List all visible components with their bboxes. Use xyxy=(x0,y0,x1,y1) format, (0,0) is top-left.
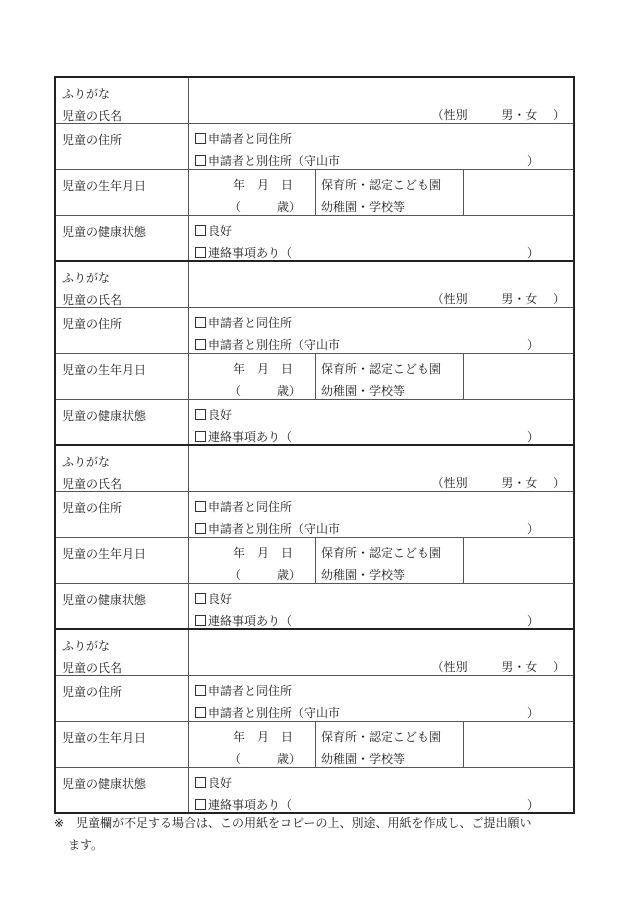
address-close-paren: ） xyxy=(526,338,539,352)
health-close-paren: ） xyxy=(526,614,539,628)
gender-close: ） xyxy=(552,292,565,306)
name-input-cell[interactable] xyxy=(189,262,573,307)
school-label-line2: 幼稚園・学校等 xyxy=(321,568,406,582)
age-open: （ xyxy=(229,568,242,582)
address-close-paren: ） xyxy=(526,522,539,536)
month-label: 月 xyxy=(257,178,270,192)
address-diff-option[interactable] xyxy=(195,334,340,356)
address-close-paren: ） xyxy=(526,154,539,168)
health-close-paren: ） xyxy=(526,798,539,812)
name-input-cell[interactable] xyxy=(189,78,573,123)
health-note-option[interactable] xyxy=(195,242,292,264)
health-note-label: 連絡事項あり（ xyxy=(208,430,293,444)
health-good-option[interactable] xyxy=(195,588,232,610)
child-name-label: 児童の氏名 xyxy=(62,109,123,123)
health-good-option[interactable] xyxy=(195,772,232,794)
health-note-label: 連絡事項あり（ xyxy=(208,798,293,812)
gender-open-label: （性別 xyxy=(431,292,468,306)
birthdate-field[interactable] xyxy=(189,722,316,767)
checkbox-icon[interactable] xyxy=(195,339,206,350)
address-close-paren: ） xyxy=(526,706,539,720)
health-row xyxy=(56,583,573,628)
address-cell xyxy=(189,676,573,721)
gender-field xyxy=(432,288,565,310)
address-same-label: 申請者と同住所 xyxy=(208,500,293,514)
address-same-label: 申請者と同住所 xyxy=(208,132,293,146)
children-info-table xyxy=(54,76,575,814)
school-input[interactable] xyxy=(463,170,573,215)
address-same-option[interactable] xyxy=(195,680,292,702)
month-label: 月 xyxy=(257,546,270,560)
age-open: （ xyxy=(229,200,242,214)
address-row xyxy=(56,123,573,169)
address-same-option[interactable] xyxy=(195,496,292,518)
school-label-cell xyxy=(315,354,464,399)
gender-field xyxy=(432,656,565,678)
name-row xyxy=(56,262,573,307)
birth-cell xyxy=(189,538,573,583)
birth-label: 児童の生年月日 xyxy=(56,354,189,399)
address-diff-label: 申請者と別住所（守山市 xyxy=(208,522,341,536)
name-label-cell xyxy=(56,262,189,307)
checkbox-icon[interactable] xyxy=(195,707,206,718)
health-close-paren: ） xyxy=(526,246,539,260)
address-diff-option[interactable] xyxy=(195,150,340,172)
birth-row xyxy=(56,537,573,583)
birthdate-field[interactable] xyxy=(189,354,316,399)
address-label: 児童の住所 xyxy=(56,124,189,169)
checkbox-icon[interactable] xyxy=(195,685,206,696)
checkbox-icon[interactable] xyxy=(195,431,206,442)
checkbox-icon[interactable] xyxy=(195,799,206,810)
checkbox-icon[interactable] xyxy=(195,317,206,328)
month-label: 月 xyxy=(257,362,270,376)
health-note-label: 連絡事項あり（ xyxy=(208,246,293,260)
age-unit: 歳） xyxy=(277,384,302,398)
name-input-cell[interactable] xyxy=(189,446,573,491)
age-unit: 歳） xyxy=(277,200,302,214)
gender-open-label: （性別 xyxy=(431,108,468,122)
address-cell xyxy=(189,124,573,169)
name-row xyxy=(56,630,573,675)
checkbox-icon[interactable] xyxy=(195,133,206,144)
checkbox-icon[interactable] xyxy=(195,523,206,534)
birth-label: 児童の生年月日 xyxy=(56,170,189,215)
birth-row xyxy=(56,721,573,767)
address-same-label: 申請者と同住所 xyxy=(208,684,293,698)
gender-close: ） xyxy=(552,476,565,490)
school-label-line2: 幼稚園・学校等 xyxy=(321,384,406,398)
birth-label: 児童の生年月日 xyxy=(56,538,189,583)
health-close-paren: ） xyxy=(526,430,539,444)
furigana-label: ふりがな xyxy=(62,271,111,285)
health-label: 児童の健康状態 xyxy=(56,216,189,260)
gender-close: ） xyxy=(552,660,565,674)
gender-options[interactable]: 男・女 xyxy=(501,292,538,306)
gender-close: ） xyxy=(552,108,565,122)
address-cell xyxy=(189,492,573,537)
age-open: （ xyxy=(229,384,242,398)
gender-open-label: （性別 xyxy=(431,476,468,490)
gender-field xyxy=(432,104,565,126)
checkbox-icon[interactable] xyxy=(195,501,206,512)
health-cell xyxy=(189,768,573,812)
footnote-line2: ます。 xyxy=(68,838,104,852)
health-label: 児童の健康状態 xyxy=(56,400,189,444)
age-field xyxy=(229,380,301,402)
address-diff-label: 申請者と別住所（守山市 xyxy=(208,154,341,168)
age-unit: 歳） xyxy=(277,752,302,766)
age-field xyxy=(229,196,301,218)
health-good-label: 良好 xyxy=(208,776,233,790)
child-name-label: 児童の氏名 xyxy=(62,477,123,491)
school-label-line1: 保育所・認定こども園 xyxy=(321,178,442,192)
footnote xyxy=(54,812,594,856)
year-label: 年 xyxy=(233,178,246,192)
checkbox-icon[interactable] xyxy=(195,593,206,604)
age-field xyxy=(229,564,301,586)
address-diff-label: 申請者と別住所（守山市 xyxy=(208,338,341,352)
furigana-label: ふりがな xyxy=(62,87,111,101)
day-label: 日 xyxy=(281,178,294,192)
school-label-line2: 幼稚園・学校等 xyxy=(321,200,406,214)
birth-label: 児童の生年月日 xyxy=(56,722,189,767)
school-label-line1: 保育所・認定こども園 xyxy=(321,362,442,376)
checkbox-icon[interactable] xyxy=(195,615,206,626)
child-block xyxy=(56,444,573,628)
child-block xyxy=(56,260,573,444)
health-good-label: 良好 xyxy=(208,408,233,422)
health-cell xyxy=(189,400,573,444)
school-label-cell xyxy=(315,170,464,215)
checkbox-icon[interactable] xyxy=(195,777,206,788)
health-good-label: 良好 xyxy=(208,224,233,238)
address-label: 児童の住所 xyxy=(56,676,189,721)
gender-options[interactable]: 男・女 xyxy=(501,108,538,122)
child-name-label: 児童の氏名 xyxy=(62,661,123,675)
day-label: 日 xyxy=(281,362,294,376)
name-row xyxy=(56,446,573,491)
child-block xyxy=(56,78,573,260)
health-row xyxy=(56,767,573,812)
health-cell xyxy=(189,216,573,260)
school-label-line1: 保育所・認定こども園 xyxy=(321,730,442,744)
health-good-label: 良好 xyxy=(208,592,233,606)
year-label: 年 xyxy=(233,546,246,560)
age-open: （ xyxy=(229,752,242,766)
address-same-option[interactable] xyxy=(195,312,292,334)
address-label: 児童の住所 xyxy=(56,308,189,353)
gender-open-label: （性別 xyxy=(431,660,468,674)
school-input[interactable] xyxy=(463,354,573,399)
checkbox-icon[interactable] xyxy=(195,225,206,236)
health-label: 児童の健康状態 xyxy=(56,768,189,812)
footnote-line1: 児童欄が不足する場合は、この用紙をコピーの上、別途、用紙を作成し、ご提出願い xyxy=(76,816,532,830)
furigana-label: ふりがな xyxy=(62,455,111,469)
age-unit: 歳） xyxy=(277,568,302,582)
health-label: 児童の健康状態 xyxy=(56,584,189,628)
gender-field xyxy=(432,472,565,494)
health-row xyxy=(56,215,573,260)
health-row xyxy=(56,399,573,444)
year-label: 年 xyxy=(233,730,246,744)
address-diff-option[interactable] xyxy=(195,518,340,540)
child-block xyxy=(56,628,573,812)
birthdate-field[interactable] xyxy=(189,538,316,583)
checkbox-icon[interactable] xyxy=(195,155,206,166)
checkbox-icon[interactable] xyxy=(195,247,206,258)
health-good-option[interactable] xyxy=(195,220,232,242)
gender-options[interactable]: 男・女 xyxy=(501,476,538,490)
day-label: 日 xyxy=(281,730,294,744)
school-label-line2: 幼稚園・学校等 xyxy=(321,752,406,766)
birthdate-field[interactable] xyxy=(189,170,316,215)
address-row xyxy=(56,491,573,537)
school-input[interactable] xyxy=(463,722,573,767)
name-label-cell xyxy=(56,630,189,675)
address-same-label: 申請者と同住所 xyxy=(208,316,293,330)
age-field xyxy=(229,748,301,770)
school-label-cell xyxy=(315,722,464,767)
school-input[interactable] xyxy=(463,538,573,583)
address-row xyxy=(56,675,573,721)
address-diff-option[interactable] xyxy=(195,702,340,724)
year-label: 年 xyxy=(233,362,246,376)
name-input-cell[interactable] xyxy=(189,630,573,675)
note-mark: ※ xyxy=(54,816,65,830)
address-cell xyxy=(189,308,573,353)
furigana-label: ふりがな xyxy=(62,639,111,653)
health-cell xyxy=(189,584,573,628)
child-name-label: 児童の氏名 xyxy=(62,293,123,307)
name-label-cell xyxy=(56,78,189,123)
gender-options[interactable]: 男・女 xyxy=(501,660,538,674)
name-row xyxy=(56,78,573,123)
birth-cell xyxy=(189,354,573,399)
address-row xyxy=(56,307,573,353)
birth-row xyxy=(56,169,573,215)
day-label: 日 xyxy=(281,546,294,560)
health-good-option[interactable] xyxy=(195,404,232,426)
health-note-label: 連絡事項あり（ xyxy=(208,614,293,628)
health-note-option[interactable] xyxy=(195,426,292,448)
birth-cell xyxy=(189,722,573,767)
health-note-option[interactable] xyxy=(195,610,292,632)
school-label-cell xyxy=(315,538,464,583)
month-label: 月 xyxy=(257,730,270,744)
address-label: 児童の住所 xyxy=(56,492,189,537)
school-label-line1: 保育所・認定こども園 xyxy=(321,546,442,560)
birth-cell xyxy=(189,170,573,215)
address-diff-label: 申請者と別住所（守山市 xyxy=(208,706,341,720)
checkbox-icon[interactable] xyxy=(195,409,206,420)
birth-row xyxy=(56,353,573,399)
name-label-cell xyxy=(56,446,189,491)
address-same-option[interactable] xyxy=(195,128,292,150)
